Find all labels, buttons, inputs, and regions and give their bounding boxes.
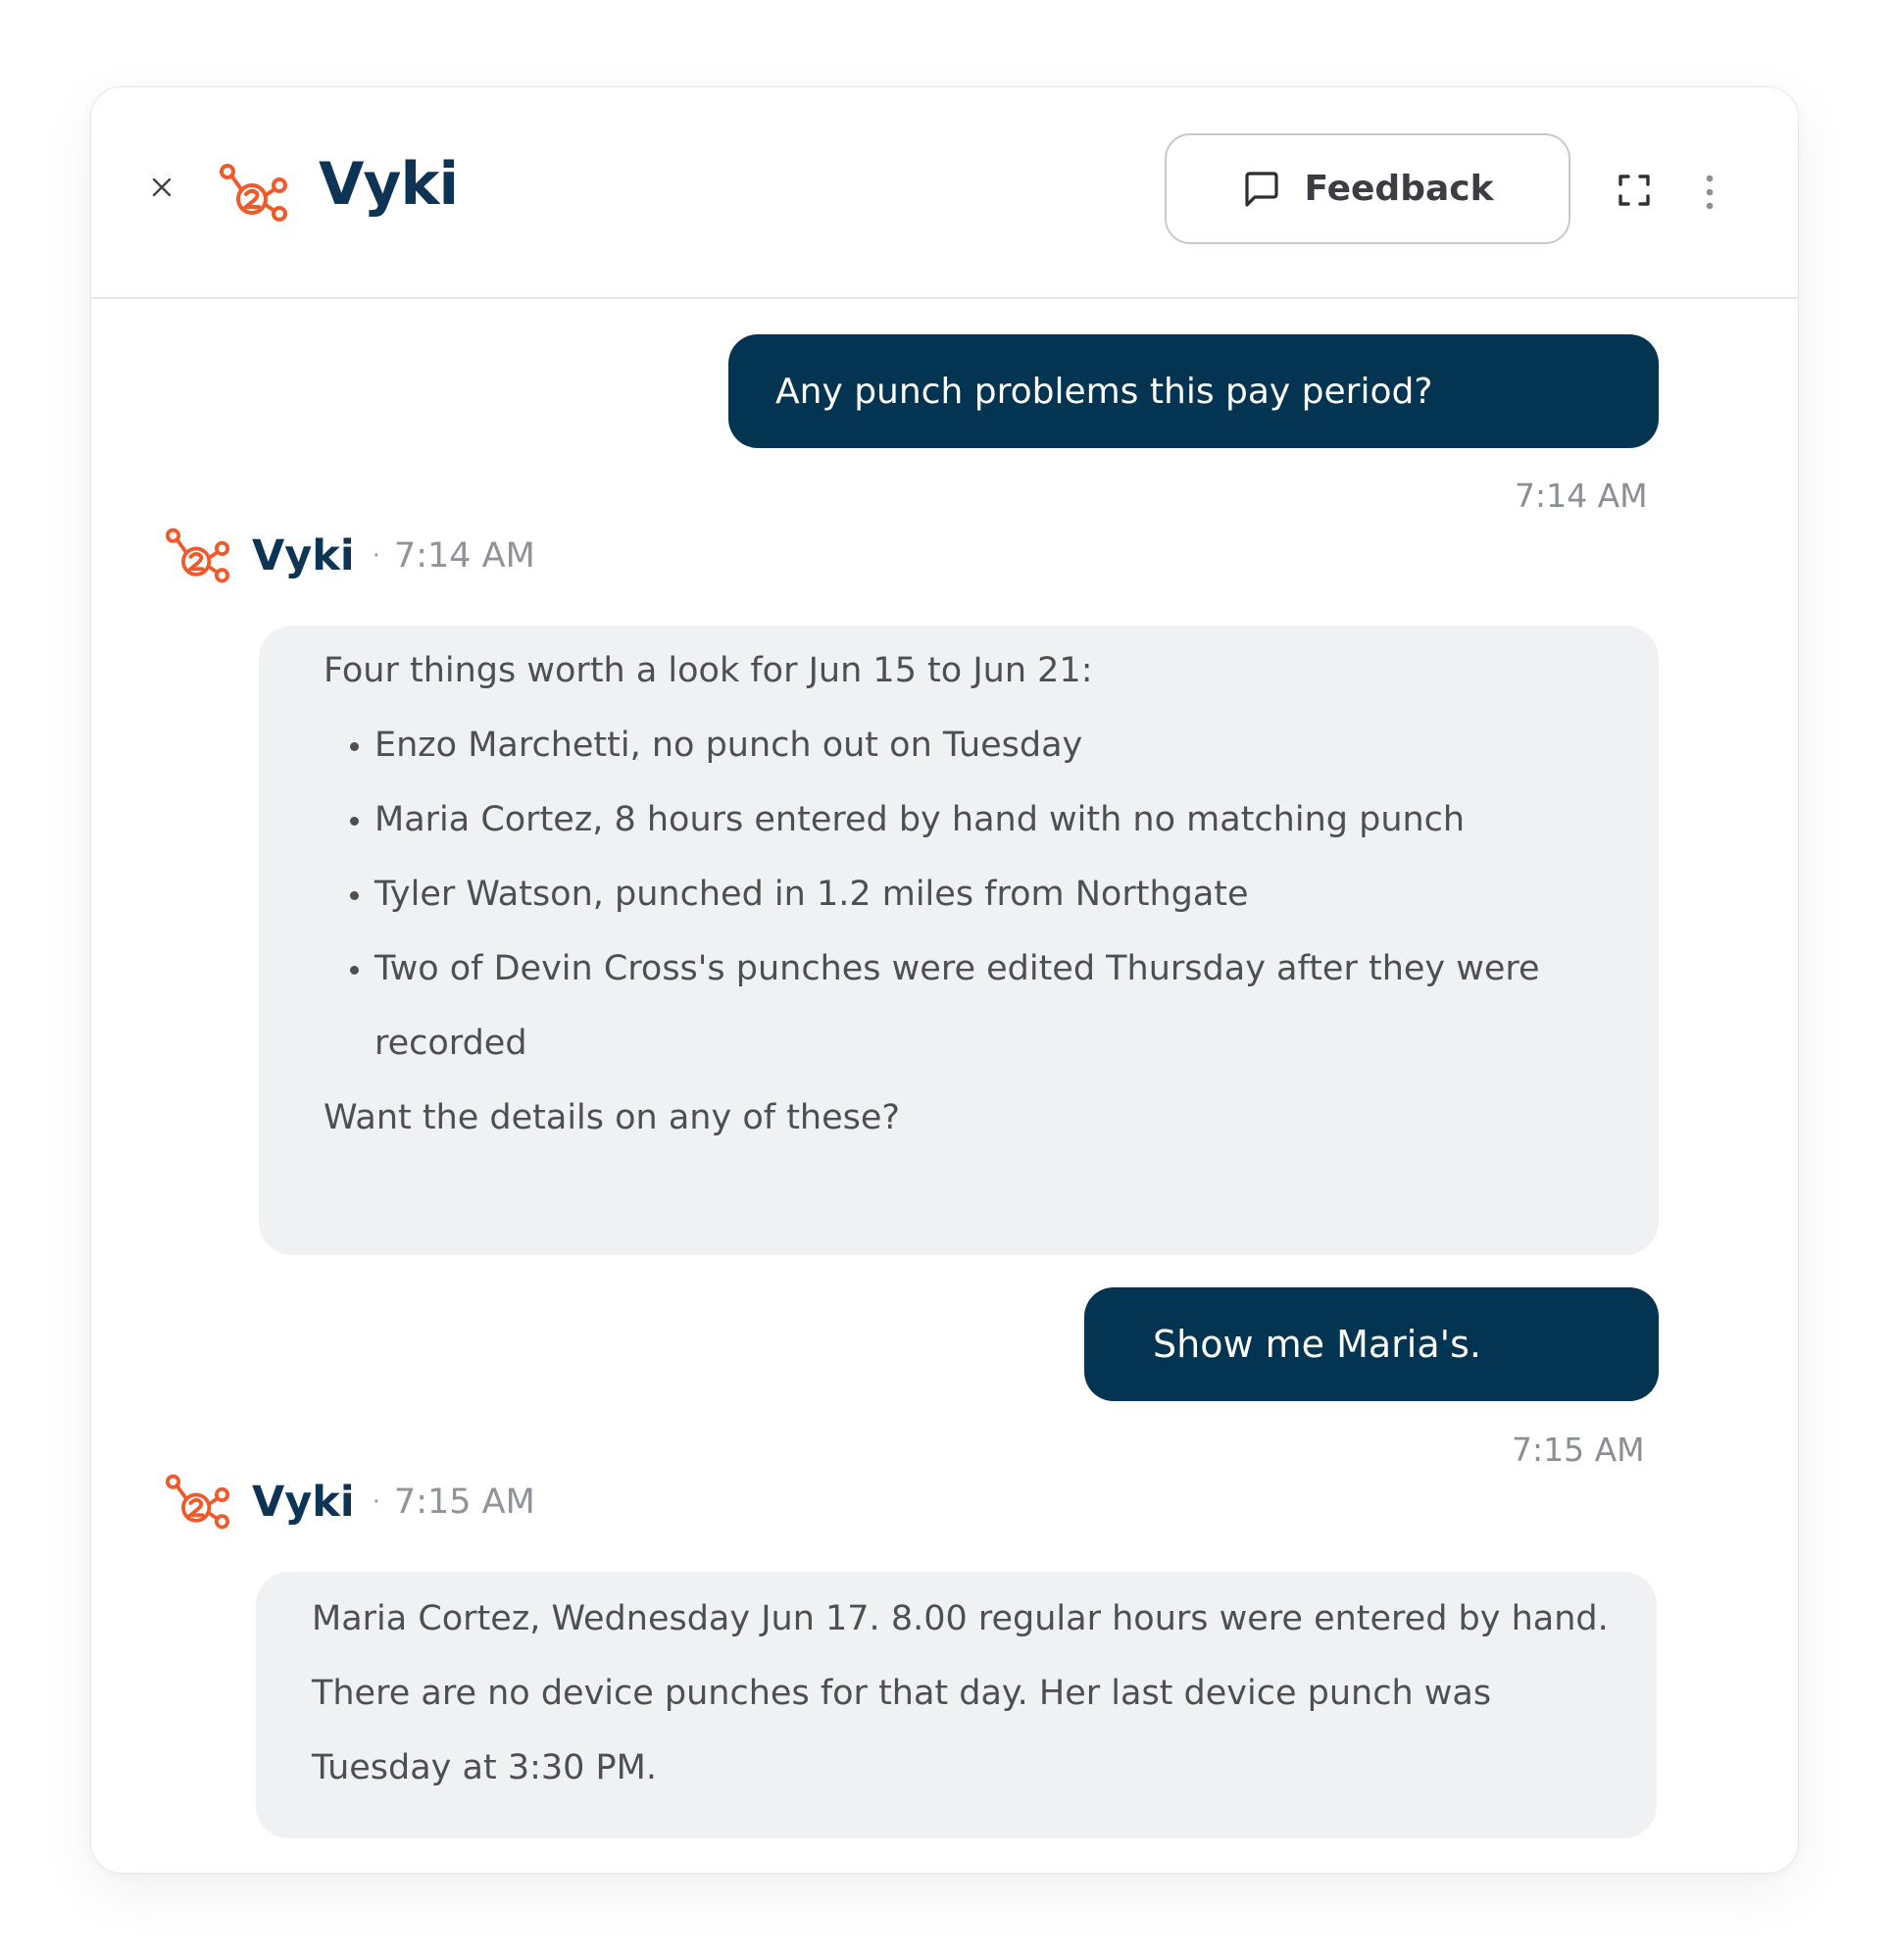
bot-message-intro: Four things worth a look for Jun 15 to Jun 21:: [324, 651, 1093, 690]
chat-panel: [90, 86, 1799, 1874]
user-message-text: Show me Maria's.: [1153, 1323, 1481, 1366]
user-message: [1084, 1287, 1659, 1401]
bot-message: [259, 626, 1659, 1255]
feedback-button[interactable]: [1165, 133, 1570, 244]
page-title: Vyki: [319, 150, 459, 219]
list-item: • Tyler Watson, punched in 1.2 miles from Northgate: [374, 857, 1619, 931]
list-item: • Maria Cortez, 8 hours entered by hand with no matching punch: [374, 782, 1619, 857]
expand-icon[interactable]: [1618, 174, 1651, 207]
message-timestamp: 7:14 AM: [393, 536, 535, 576]
chat-bubble-icon: [1241, 169, 1282, 210]
user-message: [728, 334, 1659, 448]
vyki-logo-icon: [166, 528, 230, 584]
bot-message-outro: Want the details on any of these?: [324, 1098, 900, 1137]
separator-dot: ·: [372, 1487, 380, 1517]
bot-name: Vyki: [252, 1478, 355, 1527]
bot-message-body: Maria Cortez, Wednesday Jun 17. 8.00 regular hours were entered by hand. There are no device punches for that day. Her last device punch was Tuesday at 3:30 PM.: [312, 1599, 1609, 1787]
issue-list: [324, 708, 1619, 1081]
feedback-label: Feedback: [1304, 169, 1494, 209]
bot-name: Vyki: [252, 531, 355, 580]
list-item: • Enzo Marchetti, no punch out on Tuesday: [374, 708, 1619, 782]
message-timestamp: 7:14 AM: [1515, 477, 1648, 515]
list-item: • Two of Devin Cross's punches were edited Thursday after they were recorded: [374, 931, 1619, 1081]
message-timestamp: 7:15 AM: [1512, 1431, 1645, 1469]
bot-message-header: [166, 527, 535, 585]
close-icon[interactable]: [148, 174, 175, 201]
vyki-logo-icon: [220, 164, 288, 223]
bot-message: [256, 1572, 1657, 1838]
vyki-logo-icon: [166, 1474, 230, 1531]
chat-header: [91, 87, 1798, 299]
separator-dot: ·: [372, 541, 380, 571]
bot-message-header: [166, 1473, 535, 1532]
message-timestamp: 7:15 AM: [393, 1483, 535, 1522]
more-vertical-icon[interactable]: [1703, 174, 1717, 211]
user-message-text: Any punch problems this pay period?: [775, 371, 1433, 412]
